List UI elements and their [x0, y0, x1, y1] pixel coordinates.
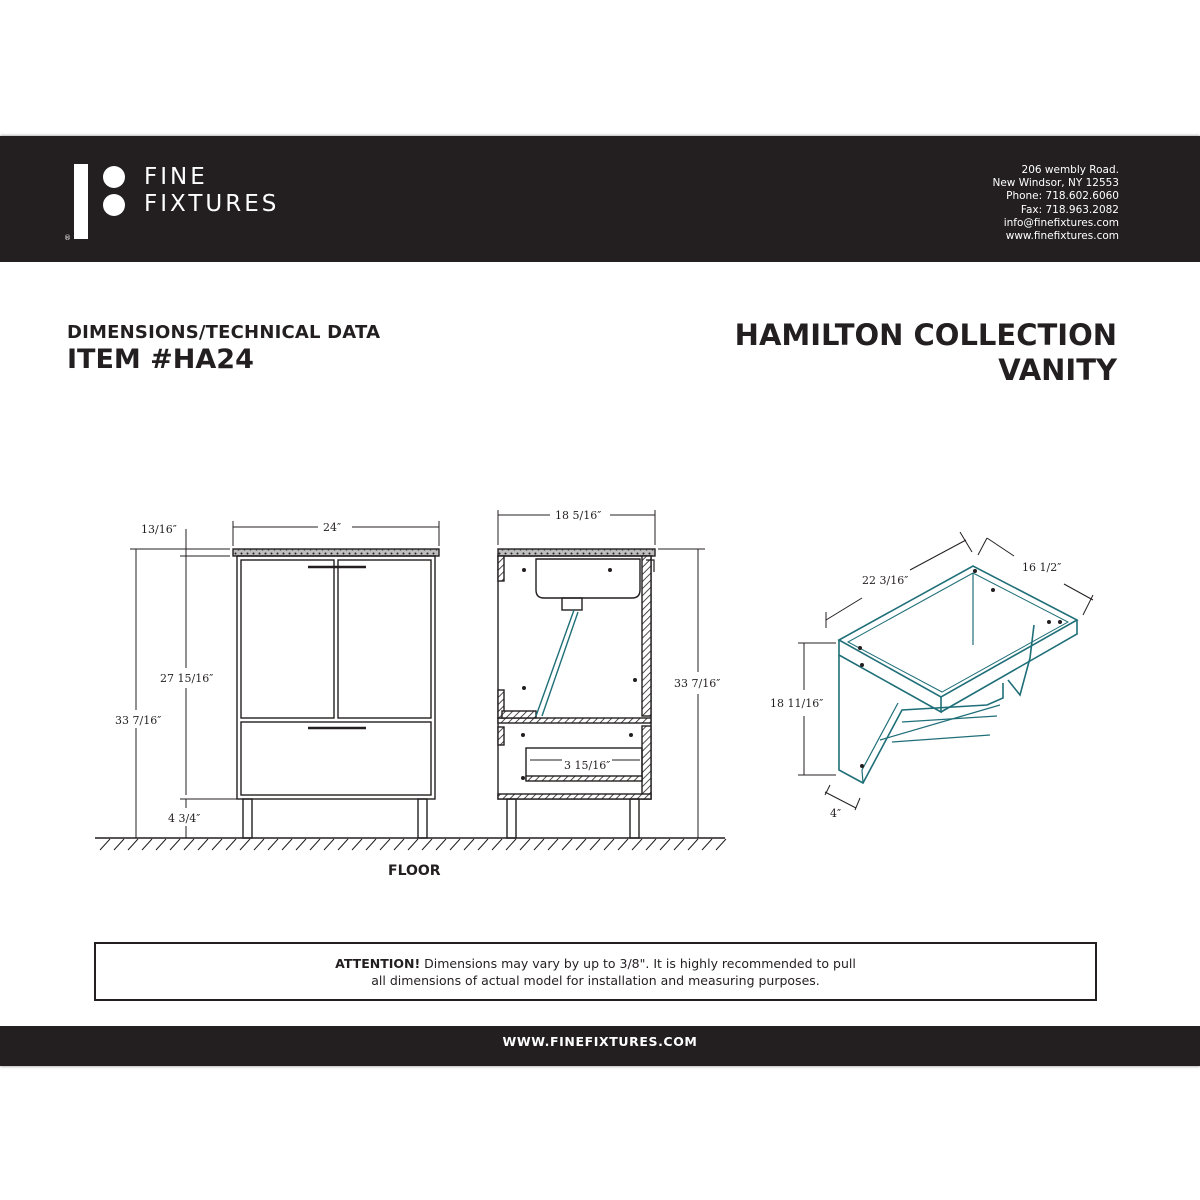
floor-hatch-mark	[296, 839, 306, 850]
floor-hatch-mark	[590, 839, 600, 850]
frame-leg-width-label: 4″	[830, 807, 842, 820]
footer-bar	[0, 1026, 1200, 1066]
floor-hatch-mark	[562, 839, 572, 850]
sink-drain	[562, 598, 582, 610]
side-front-leg	[507, 799, 516, 838]
collection-name: HAMILTON COLLECTION	[734, 318, 1117, 352]
floor-hatch-mark	[520, 839, 530, 850]
floor-hatch-mark	[702, 839, 712, 850]
floor-hatch-mark	[492, 839, 502, 850]
side-view	[498, 549, 655, 838]
floor-hatch-mark	[198, 839, 208, 850]
floor-hatch	[100, 839, 726, 850]
floor-hatch-mark	[408, 839, 418, 850]
frame-side-rail	[941, 620, 1077, 712]
side-depth-label: 18 5/16″	[555, 509, 602, 522]
side-inner-frame	[536, 610, 578, 716]
front-width-label: 24″	[323, 521, 342, 534]
contact-website[interactable]: www.finefixtures.com	[1005, 230, 1119, 243]
side-back-lower	[642, 726, 651, 799]
floor-hatch-mark	[618, 839, 628, 850]
right-door	[338, 560, 431, 718]
floor-hatch-mark	[114, 839, 124, 850]
cabinet-body-front	[237, 556, 435, 799]
floor-hatch-mark	[170, 839, 180, 850]
floor-hatch-mark	[254, 839, 264, 850]
floor-hatch-mark	[534, 839, 544, 850]
sink-basin	[536, 559, 640, 598]
left-door	[241, 560, 334, 718]
cabinet-height-label: 27 15/16″	[160, 672, 214, 685]
floor-hatch-mark	[688, 839, 698, 850]
floor-hatch-mark	[212, 839, 222, 850]
attention-line-1	[96, 955, 1095, 972]
front-right-leg	[418, 799, 427, 838]
frame-view	[839, 566, 1077, 783]
floor-hatch-mark	[268, 839, 278, 850]
floor-hatch-mark	[464, 839, 474, 850]
floor-hatch-mark	[128, 839, 138, 850]
attention-line-2: all dimensions of actual model for installation and measuring purposes.	[371, 972, 820, 988]
floor-hatch-mark	[422, 839, 432, 850]
technical-drawing	[0, 136, 1200, 896]
frame-leg-back	[1008, 625, 1034, 695]
countertop-front	[233, 549, 439, 556]
document-subtitle: DIMENSIONS/TECHNICAL DATA	[67, 322, 381, 343]
floor-hatch-mark	[282, 839, 292, 850]
item-number: ITEM #HA24	[67, 344, 254, 375]
frame-width-label: 22 3/16″	[862, 574, 909, 587]
contact-address-1: 206 wembly Road.	[1021, 164, 1119, 176]
shelf-height-label: 3 15/16″	[564, 759, 611, 772]
floor-hatch-mark	[450, 839, 460, 850]
floor-hatch-mark	[674, 839, 684, 850]
frame-front-rail	[839, 640, 941, 712]
floor-hatch-mark	[604, 839, 614, 850]
product-type: VANITY	[998, 353, 1117, 387]
floor-hatch-mark	[352, 839, 362, 850]
floor-hatch-mark	[436, 839, 446, 850]
side-back-panel	[642, 556, 651, 716]
countertop-side	[498, 549, 655, 556]
front-view	[233, 549, 439, 838]
floor-hatch-mark	[226, 839, 236, 850]
attention-label: ATTENTION!	[335, 955, 421, 971]
registered-mark: ®	[64, 234, 71, 242]
floor-hatch-mark	[394, 839, 404, 850]
floor-hatch-mark	[576, 839, 586, 850]
attention-notice	[94, 942, 1097, 1001]
floor-hatch-mark	[324, 839, 334, 850]
footer-website-link[interactable]: WWW.FINEFIXTURES.COM	[502, 1034, 698, 1049]
frame-leg-front	[839, 655, 1003, 783]
floor-hatch-mark	[646, 839, 656, 850]
logo-line-1: FINE	[144, 164, 208, 190]
contact-fax: Fax: 718.963.2082	[1020, 203, 1119, 216]
floor-hatch-mark	[310, 839, 320, 850]
floor-hatch-mark	[632, 839, 642, 850]
floor-hatch-mark	[100, 839, 110, 850]
frame-depth-label: 16 1/2″	[1022, 561, 1062, 574]
floor-hatch-mark	[338, 839, 348, 850]
floor-hatch-mark	[142, 839, 152, 850]
floor-hatch-mark	[478, 839, 488, 850]
floor-hatch-mark	[660, 839, 670, 850]
side-overall-height-label: 33 7/16″	[674, 677, 721, 690]
side-bottom-panel	[498, 794, 651, 799]
leg-height-label: 4 3/4″	[168, 812, 201, 825]
floor-hatch-mark	[366, 839, 376, 850]
front-overall-height-label: 33 7/16″	[115, 714, 162, 727]
spec-sheet	[0, 136, 1200, 1066]
attention-text: Dimensions may vary by up to 3/8". It is highly recommended to pull	[420, 955, 856, 971]
floor-label: FLOOR	[388, 863, 441, 879]
drawer-front	[241, 722, 431, 795]
logo-line-2: FIXTURES	[144, 191, 280, 217]
frame-height-label: 18 11/16″	[770, 697, 824, 710]
floor-hatch-mark	[240, 839, 250, 850]
floor-hatch-mark	[156, 839, 166, 850]
side-back-leg	[630, 799, 639, 838]
top-thickness-label: 13/16″	[141, 523, 177, 536]
floor-hatch-mark	[548, 839, 558, 850]
floor-hatch-mark	[380, 839, 390, 850]
floor-hatch-mark	[184, 839, 194, 850]
floor-hatch-mark	[506, 839, 516, 850]
floor-hatch-mark	[716, 839, 726, 850]
side-shelf-panel	[498, 718, 651, 723]
front-left-leg	[243, 799, 252, 838]
contact-phone: Phone: 718.602.6060	[1006, 190, 1119, 203]
contact-address-2: New Windsor, NY 12553	[992, 177, 1119, 190]
contact-email[interactable]: info@finefixtures.com	[1003, 216, 1119, 229]
